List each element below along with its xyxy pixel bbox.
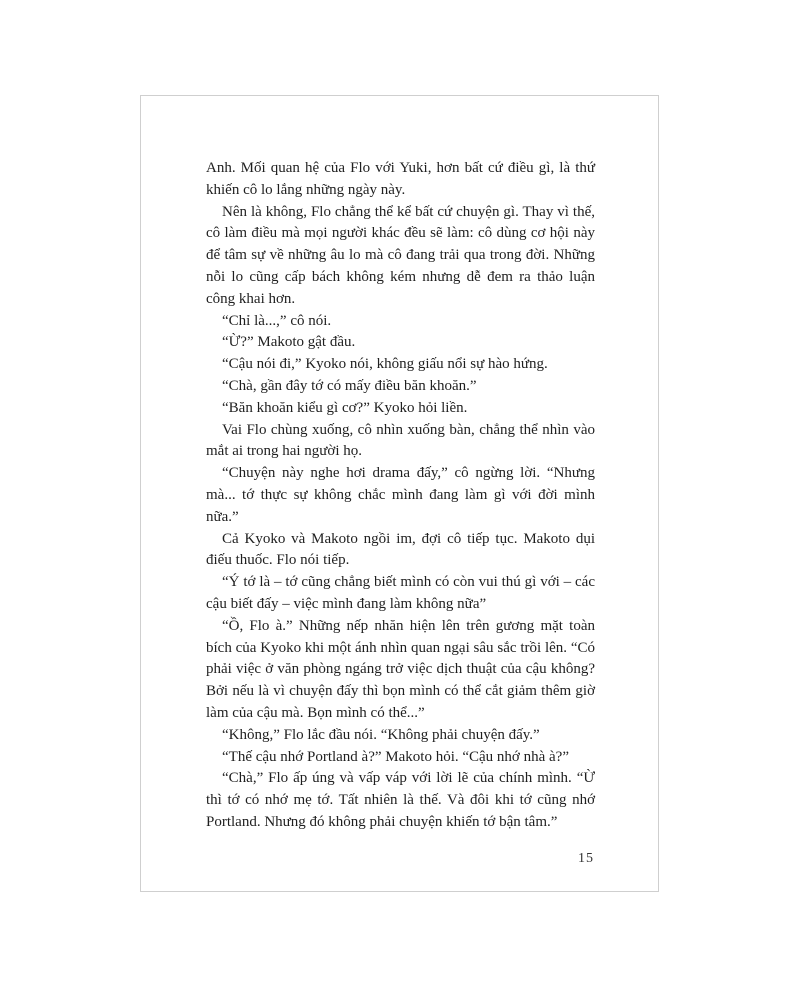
book-page: [140, 95, 659, 892]
paragraph: Nên là không, Flo chẳng thể kể bất cứ chuyện gì. Thay vì thế, cô làm điều mà mọi người khác đều sẽ làm: cô dùng cơ hội này để tâm sự về những âu lo mà cô đang trải qua trong đời. Những nỗi lo cũng cấp bách không kém nhưng dễ đem ra thảo luận công khai hơn.: [206, 203, 595, 307]
paragraph: “Chà, gần đây tớ có mấy điều băn khoăn.”: [222, 377, 477, 394]
paragraph: Anh. Mối quan hệ của Flo với Yuki, hơn bất cứ điều gì, là thứ khiến cô lo lắng những ngày này.: [206, 160, 595, 198]
paragraph: Cả Kyoko và Makoto ngồi im, đợi cô tiếp tục. Makoto dụi điếu thuốc. Flo nói tiếp.: [206, 530, 595, 569]
paragraph: “Ý tớ là – tớ cũng chẳng biết mình có còn vui thú gì với – các cậu biết đấy – việc mình đang làm không nữa”: [206, 574, 595, 612]
paragraph: “Băn khoăn kiểu gì cơ?” Kyoko hỏi liền.: [222, 399, 468, 416]
paragraph: “Chỉ là...,” cô nói.: [222, 312, 332, 329]
paragraph: “Chà,” Flo ấp úng và vấp váp với lời lẽ của chính mình. “Ừ thì tớ có nhớ mẹ tớ. Tất nhiên là thế. Và đôi khi tớ cũng nhớ Portland. Nhưng đó không phải chuyện khiến tớ bận tâm.”: [206, 770, 595, 830]
page-number: 15: [578, 851, 594, 866]
paragraph: “Ừ?” Makoto gật đầu.: [222, 334, 356, 351]
paragraph: “Chuyện này nghe hơi drama đấy,” cô ngừng lời. “Nhưng mà... tớ thực sự không chắc mình đang làm gì với đời mình nữa.”: [206, 465, 595, 525]
paragraph: “Không,” Flo lắc đầu nói. “Không phải chuyện đấy.”: [222, 726, 540, 743]
paragraph: “Cậu nói đi,” Kyoko nói, không giấu nổi sự hào hứng.: [222, 356, 548, 373]
paragraph: “Thế cậu nhớ Portland à?” Makoto hỏi. “Cậu nhớ nhà à?”: [222, 748, 569, 765]
paragraph: “Ồ, Flo à.” Những nếp nhăn hiện lên trên gương mặt toàn bích của Kyoko khi một ánh nhìn quan ngại sâu sắc trồi lên. “Có phải việc ở văn phòng ngáng trở việc dịch thuật của cậu không? Bởi nếu là vì chuyện đấy thì bọn mình có thể cắt giảm thêm giờ làm của cậu mà. Bọn mình có thể...”: [206, 617, 595, 721]
paragraph: Vai Flo chùng xuống, cô nhìn xuống bàn, chẳng thể nhìn vào mắt ai trong hai người họ.: [206, 421, 595, 460]
body-text: [206, 158, 595, 834]
